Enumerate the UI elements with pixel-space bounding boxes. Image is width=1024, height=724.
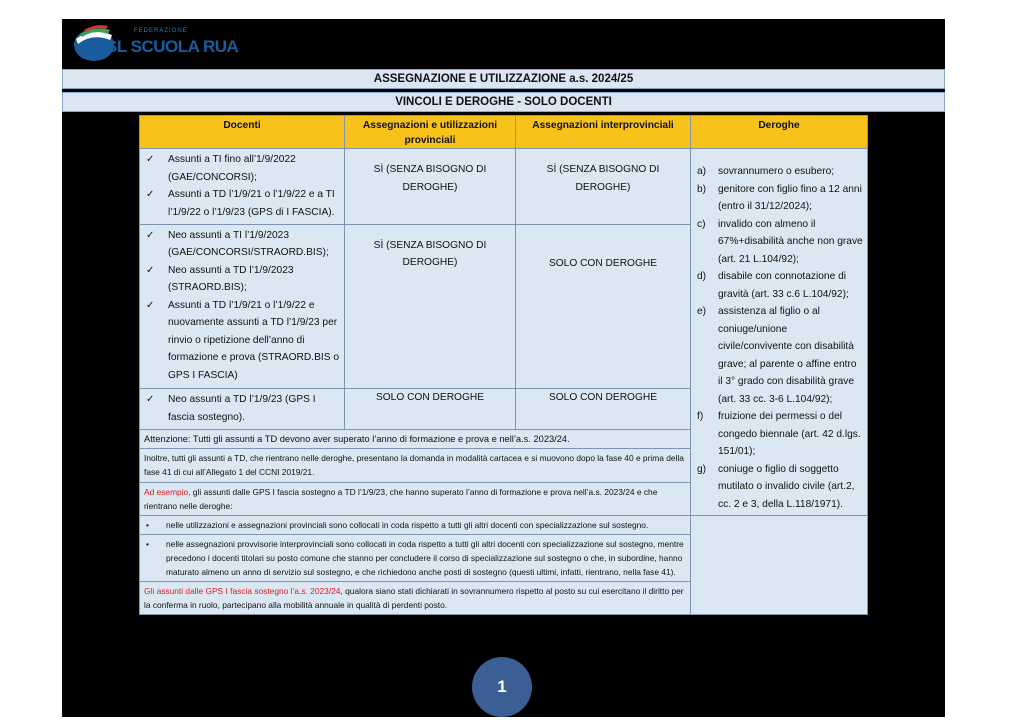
deroga-text: sovrannumero o esubero; — [718, 166, 835, 177]
interprovinciali-cell: SÌ (SENZA BISOGNO DI DEROGHE) — [516, 149, 691, 225]
docenti-item: ✓ Assunti a TD l’1/9/21 o l’1/9/22 e a TI l’1/9/22 o l’1/9/23 (GPS di I FASCIA). — [144, 186, 341, 221]
inoltre-note: Inoltre, tutti gli assunti a TD, che rientrano nelle deroghe, presentano la domanda in modalità cartacea e si muovono dopo la fase 40 e prima della fase 41 di cui all’Allegato 1 del CCNI 2019/21. — [140, 449, 691, 482]
final-note-text: , qualora siano stati dichiarati in sovrannumero rispetto al posto su cui esercitano il diritto per la conferma in ruolo, partecipano alla mobilità annuale in qualità di perdenti posto. — [144, 586, 684, 610]
deroga-item — [695, 216, 863, 269]
docenti-cell — [140, 224, 345, 389]
column-header-docenti: Docenti — [140, 116, 345, 149]
table-row — [140, 149, 868, 225]
bullet-icon: • — [146, 539, 149, 549]
deroga-item — [695, 461, 863, 514]
esempio-note — [140, 482, 691, 515]
bullet-text: nelle utilizzazioni e assegnazioni provinciali sono collocati in coda rispetto a tutti gli altri docenti con specializzazione sul sostegno. — [166, 520, 649, 530]
deroga-letter: g) — [697, 463, 707, 475]
deroga-letter: c) — [697, 218, 706, 230]
organization-logo — [70, 23, 270, 63]
document-subtitle: VINCOLI E DEROGHE - SOLO DOCENTI — [62, 92, 945, 112]
deroga-item — [695, 408, 863, 461]
deroghe-cell-continuation — [691, 516, 868, 615]
deroga-item — [695, 303, 863, 408]
esempio-text: gli assunti dalle GPS I fascia sostegno a TD l’1/9/23, che hanno superato l’anno di formazione e prova nell’a.s. 2023/24 e che rientrano nelle deroghe: — [144, 486, 658, 511]
deroghe-cell — [691, 149, 868, 516]
bullet-text: nelle assegnazioni provvisorie interprovinciali sono collocati in coda rispetto a tutti gli altri docenti con specializzazione sul sostegno, mentre precedono i docenti titolari su posto comune che stanno per concludere il corso di specializzazione sul sostegno o che, in subordine, hanno maturato almeno un anno di servizio sul sostegno, e che richiedono anche posti di sostegno (questi ultimi, infatti, rientrano, nella fase 41). — [166, 539, 684, 577]
deroga-text: assistenza al figlio o al coniuge/unione civile/convivente con disabilità grave; al parente o affine entro il 3° grado con disabilità grave (art. 33 cc. 3-6 L.104/92); — [718, 306, 857, 405]
logo-wordmark: CISL SCUOLA RUA — [90, 37, 239, 56]
column-header-provinciali: Assegnazioni e utilizzazioni provinciali — [345, 116, 516, 149]
deroga-item — [695, 181, 863, 216]
document-page — [62, 19, 945, 717]
column-header-deroghe: Deroghe — [691, 116, 868, 149]
page-number-badge: 1 — [472, 657, 532, 717]
bullet-icon: • — [146, 520, 149, 530]
deroga-text: coniuge o figlio di soggetto mutilato o invalido civile (art.2, cc. 2 e 3, della L.118/1971). — [718, 463, 855, 510]
table-header-row — [140, 116, 868, 149]
docenti-item: ✓ Assunti a TD l’1/9/21 o l’1/9/22 e nuovamente assunti a TD l’1/9/23 per rinvio o ripetizione dell’anno di formazione e prova (STRAORD.BIS o GPS I FASCIA) — [144, 297, 341, 385]
document-title: ASSEGNAZIONE E UTILIZZAZIONE a.s. 2024/25 — [62, 69, 945, 89]
deroga-letter: b) — [697, 183, 707, 195]
esempio-label: Ad esempio, — [144, 486, 191, 497]
interprovinciali-cell: SOLO CON DEROGHE — [516, 389, 691, 429]
docenti-item: ✓ Neo assunti a TD l’1/9/23 (GPS I fascia sostegno). — [144, 391, 341, 426]
column-header-interprovinciali: Assegnazioni interprovinciali — [516, 116, 691, 149]
logo-caption: FEDERAZIONE — [134, 28, 188, 34]
deroga-letter: f) — [697, 411, 704, 422]
bullet-note — [140, 516, 691, 535]
deroga-text: disabile con connotazione di gravità (art. 33 c.6 L.104/92); — [718, 271, 849, 300]
deroga-text: genitore con figlio fino a 12 anni (entro il 31/12/2024); — [718, 183, 862, 212]
deroga-text: fruizione dei permessi o del congedo biennale (art. 42 d.lgs. 151/01); — [718, 411, 861, 457]
attenzione-note: Attenzione: Tutti gli assunti a TD devono aver superato l’anno di formazione e prova e nell’a.s. 2023/24. — [140, 429, 691, 448]
docenti-item: ✓ Neo assunti a TD l’1/9/2023 (STRAORD.BIS); — [144, 262, 341, 297]
docenti-item: ✓ Neo assunti a TI l’1/9/2023 (GAE/CONCORSI/STRAORD.BIS); — [144, 227, 341, 262]
deroga-item — [695, 163, 863, 181]
provinciali-cell: SÌ (SENZA BISOGNO DI DEROGHE) — [345, 224, 516, 389]
rules-table — [139, 115, 868, 615]
deroga-letter: d) — [697, 271, 707, 282]
final-note-label: Gli assunti dalle GPS I fascia sostegno l’a.s. 2023/24 — [144, 586, 341, 596]
provinciali-cell: SÌ (SENZA BISOGNO DI DEROGHE) — [345, 149, 516, 225]
deroga-item — [695, 268, 863, 303]
bullet-note — [140, 535, 691, 582]
docenti-cell — [140, 149, 345, 225]
interprovinciali-cell: SOLO CON DEROGHE — [516, 224, 691, 389]
docenti-item: ✓ Assunti a TI fino all’1/9/2022 (GAE/CONCORSI); — [144, 151, 341, 186]
docenti-cell — [140, 389, 345, 429]
deroga-letter: a) — [697, 166, 707, 177]
final-note — [140, 582, 691, 615]
provinciali-cell: SOLO CON DEROGHE — [345, 389, 516, 429]
table-row — [140, 516, 868, 535]
deroga-text: invalido con almeno il 67%+disabilità anche non grave (art. 21 L.104/92); — [718, 218, 863, 265]
deroga-letter: e) — [697, 306, 707, 317]
